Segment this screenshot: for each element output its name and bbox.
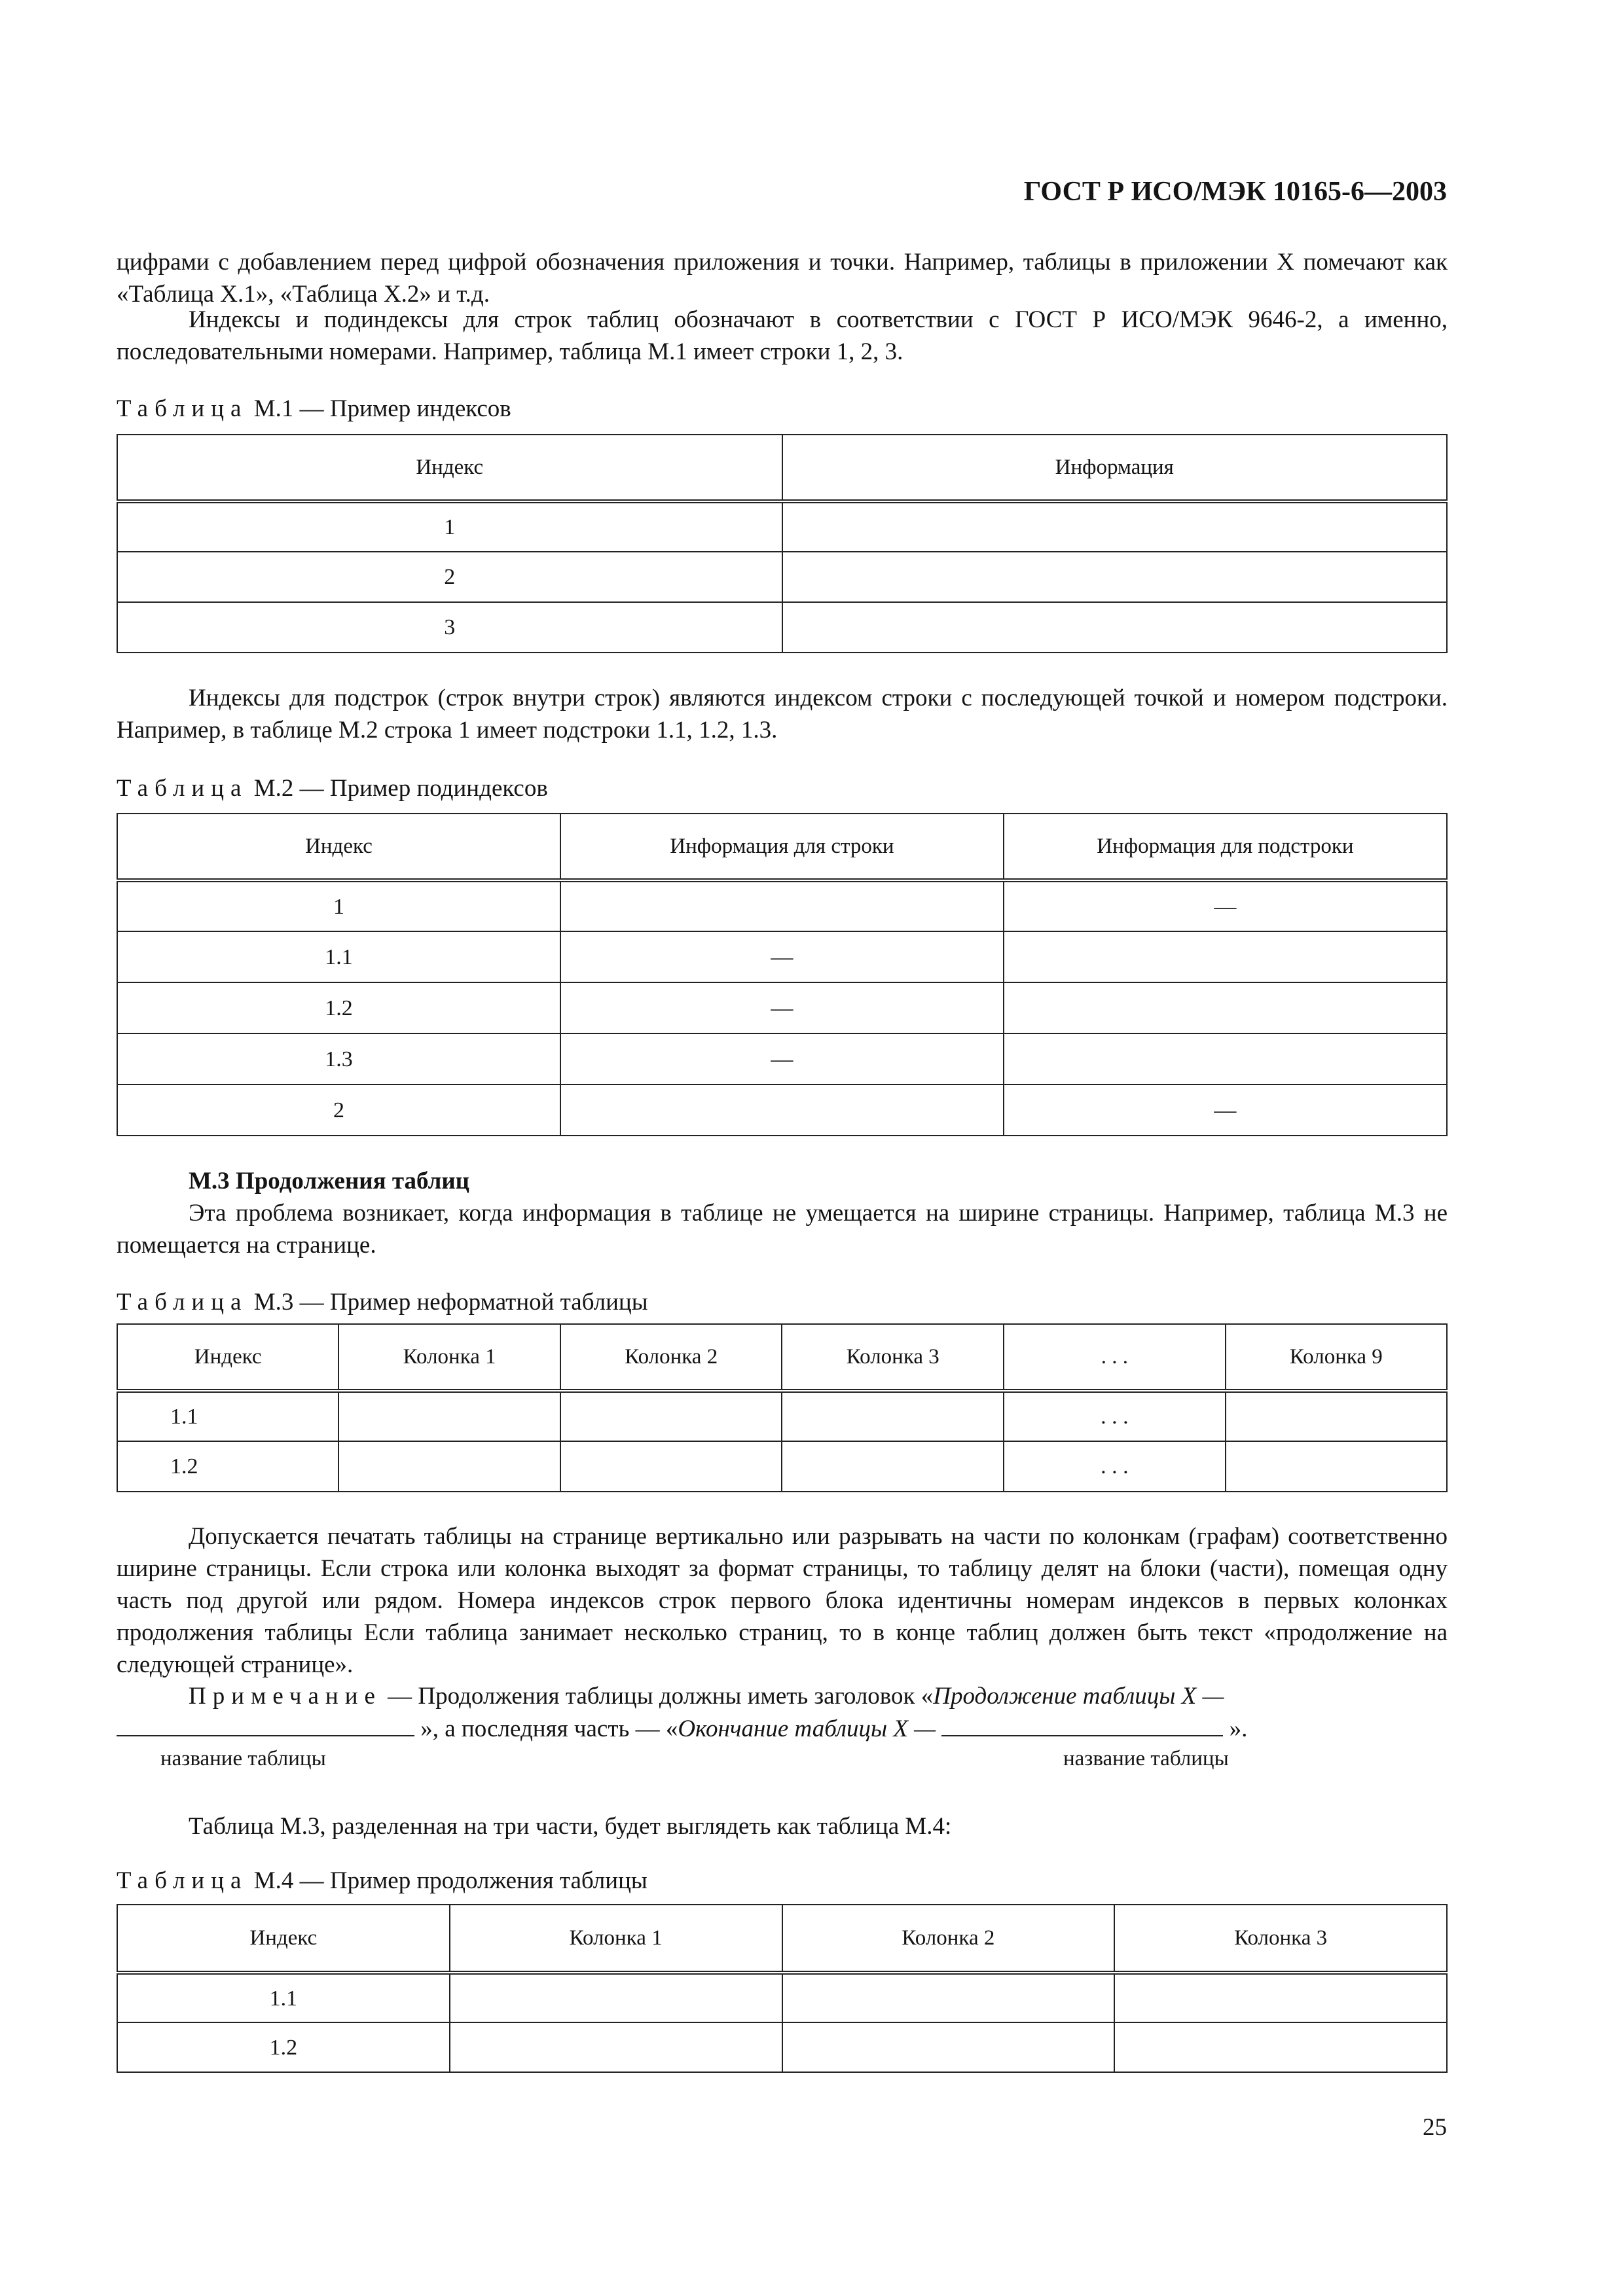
table-number: М.3 [253, 1289, 294, 1316]
paragraph: цифрами с добавлением перед цифрой обозначения приложения и точки. Например, таблицы в приложении X помечают как «Таблица X.1», «Таблица X.2» и т.д. [117, 249, 1448, 308]
table-caption [117, 772, 548, 804]
table-header-row [117, 1905, 1447, 1973]
table-word: Таблица [117, 1867, 248, 1894]
header-cell: Информация для подстроки [1004, 814, 1447, 880]
header-cell: Колонка 9 [1226, 1324, 1447, 1391]
table-row [117, 931, 1447, 982]
table-cell [1226, 1441, 1447, 1492]
paragraph: Таблица М.3, разделенная на три части, будет выглядеть как таблица М.4: [189, 1813, 952, 1840]
table-caption [117, 1286, 648, 1318]
table-cell [560, 1441, 782, 1492]
table-cell [782, 1391, 1004, 1441]
table-cell: 1.3 [117, 1033, 560, 1085]
header-cell: Индекс [117, 814, 560, 880]
table-cell [560, 1085, 1004, 1136]
table-cell [782, 602, 1448, 653]
note-italic: Продолжение таблицы X — [933, 1683, 1224, 1710]
table-cell: 1.1 [117, 1391, 338, 1441]
table-row [117, 982, 1447, 1033]
header-cell: Колонка 1 [450, 1905, 782, 1973]
note-label: Примечание [189, 1683, 382, 1710]
table-cell: 1 [117, 880, 560, 931]
table-row [117, 1973, 1447, 2022]
header-cell: Информация [782, 435, 1448, 501]
table-cell: 1.1 [117, 931, 560, 982]
table-number: М.2 [253, 775, 294, 802]
table-cell [1114, 1973, 1447, 2022]
header-cell: Колонка 2 [560, 1324, 782, 1391]
table-row [117, 1033, 1447, 1085]
table-header-row [117, 435, 1447, 501]
table-m1 [117, 434, 1448, 653]
table-header-row [117, 1324, 1447, 1391]
table-cell [1004, 1033, 1447, 1085]
note-text: Продолжения таблицы должны иметь заголовок « [418, 1683, 934, 1710]
table-cell [1004, 982, 1447, 1033]
header-cell: Индекс [117, 1905, 450, 1973]
table-cell: 1 [117, 501, 782, 552]
header-cell: Колонка 3 [1114, 1905, 1447, 1973]
document-header: ГОСТ Р ИСО/МЭК 10165-6—2003 [1023, 177, 1447, 207]
note-text: ». [1229, 1715, 1248, 1742]
table-cell [338, 1391, 560, 1441]
table-m4 [117, 1904, 1448, 2073]
table-cell [782, 1973, 1115, 2022]
page-number: 25 [1423, 2114, 1447, 2141]
table-number: М.1 [253, 395, 294, 422]
table-cell: 1.2 [117, 2022, 450, 2072]
table-cell: — [560, 1033, 1004, 1085]
table-m3 [117, 1323, 1448, 1492]
table-cell [338, 1441, 560, 1492]
table-cell: 2 [117, 1085, 560, 1136]
table-word: Таблица [117, 775, 248, 802]
table-m2 [117, 813, 1448, 1136]
table-cell: 1.2 [117, 1441, 338, 1492]
table-word: Таблица [117, 1289, 248, 1316]
table-cell: 2 [117, 552, 782, 602]
header-cell: Информация для строки [560, 814, 1004, 880]
table-row [117, 501, 1447, 552]
table-cell [782, 2022, 1115, 2072]
table-row [117, 1441, 1447, 1492]
table-cell: — [560, 931, 1004, 982]
note-line-1 [117, 1680, 1448, 1712]
header-cell: Колонка 3 [782, 1324, 1004, 1391]
note-dash: — [381, 1683, 418, 1710]
blank-caption: название таблицы [160, 1747, 326, 1770]
paragraph: Допускается печатать таблицы на странице вертикально или разрывать на части по колонкам (графам) соответственно ширине страницы. Если строка или колонка выходят за формат страницы, то таблицу делят на блоки (части), помещая одну часть под другой или рядом. Номера индексов строк первого блока идентичны номерам индексов в первых колонках продолжения таблицы Если таблица занимает несколько страниц, то в конце таблиц должен быть текст «продолжение на следующей странице». [117, 1523, 1448, 1678]
table-number: М.4 [253, 1867, 294, 1894]
table-word: Таблица [117, 395, 248, 422]
header-cell: Индекс [117, 435, 782, 501]
table-row [117, 602, 1447, 653]
blank-caption: название таблицы [1063, 1747, 1229, 1770]
table-cell [450, 1973, 782, 2022]
table-cell: 1.1 [117, 1973, 450, 2022]
blank-line [941, 1713, 1223, 1736]
table-cell: — [1004, 880, 1447, 931]
paragraph: Эта проблема возникает, когда информация в таблице не умещается на ширине страницы. Например, таблица М.3 не помещается на странице. [117, 1200, 1448, 1259]
table-cell: . . . [1004, 1441, 1226, 1492]
table-row [117, 1391, 1447, 1441]
note-text: », а последняя часть — « [420, 1715, 678, 1742]
table-row [117, 880, 1447, 931]
table-row [117, 552, 1447, 602]
section-heading: М.3 Продолжения таблиц [189, 1168, 469, 1194]
table-cell: 3 [117, 602, 782, 653]
header-cell: Колонка 2 [782, 1905, 1115, 1973]
table-cell [782, 501, 1448, 552]
table-cell [1004, 931, 1447, 982]
table-caption [117, 393, 511, 425]
table-caption [117, 1865, 647, 1897]
table-header-row [117, 814, 1447, 880]
table-title: — Пример подиндексов [293, 775, 548, 802]
note-italic: Окончание таблицы X — [678, 1715, 936, 1742]
table-title: — Пример индексов [293, 395, 511, 422]
table-cell [782, 1441, 1004, 1492]
table-cell [782, 552, 1448, 602]
table-cell: — [1004, 1085, 1447, 1136]
table-row [117, 2022, 1447, 2072]
header-cell: Индекс [117, 1324, 338, 1391]
table-cell [560, 1391, 782, 1441]
table-cell [1114, 2022, 1447, 2072]
table-cell: 1.2 [117, 982, 560, 1033]
note-line-2 [117, 1713, 1448, 1745]
table-cell [1226, 1391, 1447, 1441]
table-cell [560, 880, 1004, 931]
paragraph: Индексы и подиндексы для строк таблиц обозначают в соответствии с ГОСТ Р ИСО/МЭК 9646-2, а именно, последовательными номерами. Например, таблица М.1 имеет строки 1, 2, 3. [117, 306, 1448, 365]
table-cell: . . . [1004, 1391, 1226, 1441]
table-row [117, 1085, 1447, 1136]
table-cell: — [560, 982, 1004, 1033]
blank-line [117, 1713, 414, 1736]
table-title: — Пример продолжения таблицы [293, 1867, 647, 1894]
paragraph: Индексы для подстрок (строк внутри строк) являются индексом строки с последующей точкой и номером подстроки. Например, в таблице М.2 строка 1 имеет подстроки 1.1, 1.2, 1.3. [117, 685, 1448, 744]
header-cell: Колонка 1 [338, 1324, 560, 1391]
header-cell: . . . [1004, 1324, 1226, 1391]
table-cell [450, 2022, 782, 2072]
table-title: — Пример неформатной таблицы [293, 1289, 648, 1316]
